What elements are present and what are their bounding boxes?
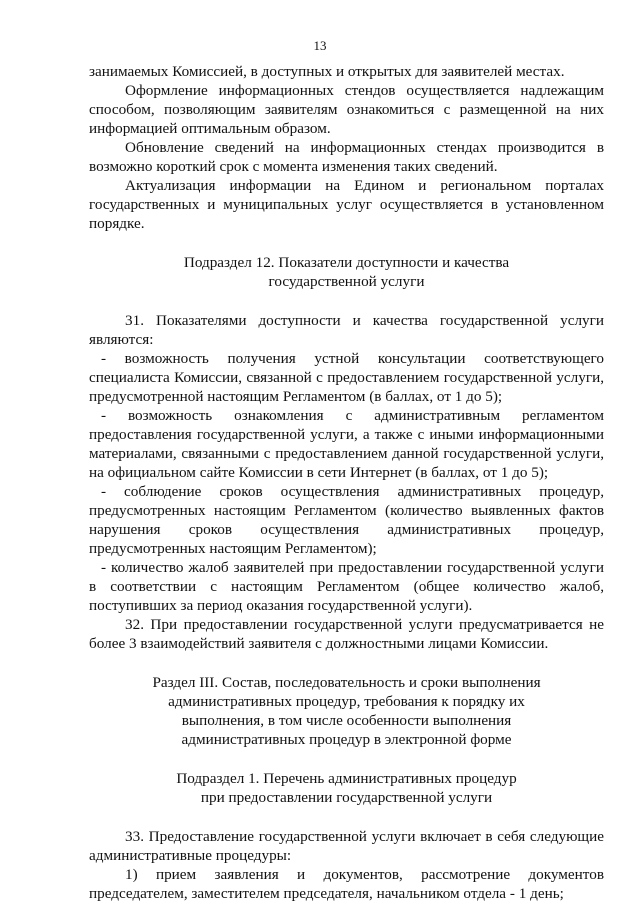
paragraph-stands-update: Обновление сведений на информационных стендах производится в возможно короткий срок с момента изменения таких сведений.: [89, 139, 604, 175]
item-32: 32. При предоставлении государственной услуги предусматривается не более 3 взаимодействий заявителя с должностными лицами Комиссии.: [89, 616, 604, 652]
item-31-intro: 31. Показателями доступности и качества государственной услуги являются:: [89, 312, 604, 348]
paragraph-stands-design: Оформление информационных стендов осуществляется надлежащим способом, позволяющим заявителям ознакомиться с размещенной на них информацией оптимальным образом.: [89, 82, 604, 137]
item-31-bullet-consultation: - возможность получения устной консультации соответствующего специалиста Комиссии, связанной с предоставлением государственной услуги, предусмотренной настоящим Регламентом (в баллах, от 1 до 5);: [89, 350, 604, 405]
paragraph-continuation: занимаемых Комиссией, в доступных и открытых для заявителей местах.: [89, 63, 565, 80]
section-3-line-1: Раздел III. Состав, последовательность и сроки выполнения: [152, 674, 541, 691]
section-3-line-3: выполнения, в том числе особенности выполнения: [181, 712, 512, 729]
item-31-bullet-regulation-access: - возможность ознакомления с административным регламентом предоставления государственной услуги, а также с иными информационными материалами, связанными с предоставлением данной государственной услуги, на официальном сайте Комиссии в сети Интернет (в баллах, от 1 до 5);: [89, 407, 604, 481]
subsection-12-line-2: государственной услуги: [268, 273, 425, 290]
section-3-line-4: административных процедур в электронной форме: [181, 731, 512, 748]
section-3-line-2: административных процедур, требования к порядку их: [168, 693, 525, 710]
item-31-bullet-complaints: - количество жалоб заявителей при предоставлении государственной услуги в соответствии с настоящим Регламентом (общее количество жалоб, поступивших за период оказания государственной услуги).: [89, 559, 604, 614]
section-3-heading: [89, 673, 604, 749]
subsection-12-heading: [89, 253, 604, 291]
item-33-procedure-1: 1) прием заявления и документов, рассмотрение документов председателем, заместителем председателя, начальником отдела - 1 день;: [89, 866, 604, 902]
page-number: 13: [313, 38, 327, 53]
subsection-1-line-1: Подраздел 1. Перечень административных процедур: [176, 770, 517, 787]
item-31-bullet-deadlines: - соблюдение сроков осуществления административных процедур, предусмотренных настоящим Регламентом (количество выявленных фактов нарушения сроков осуществления административных процедур, предусмотренных настоящим Регламентом);: [89, 483, 604, 557]
paragraph-portal-update: Актуализация информации на Едином и региональном порталах государственных и муниципальных услуг осуществляется в установленном порядке.: [89, 177, 604, 232]
subsection-1-line-2: при предоставлении государственной услуги: [200, 789, 493, 806]
item-33-intro: 33. Предоставление государственной услуги включает в себя следующие административные процедуры:: [89, 828, 604, 864]
subsection-12-line-1: Подраздел 12. Показатели доступности и качества: [183, 254, 510, 271]
subsection-1-heading: [89, 769, 604, 807]
document-body: [89, 62, 604, 903]
